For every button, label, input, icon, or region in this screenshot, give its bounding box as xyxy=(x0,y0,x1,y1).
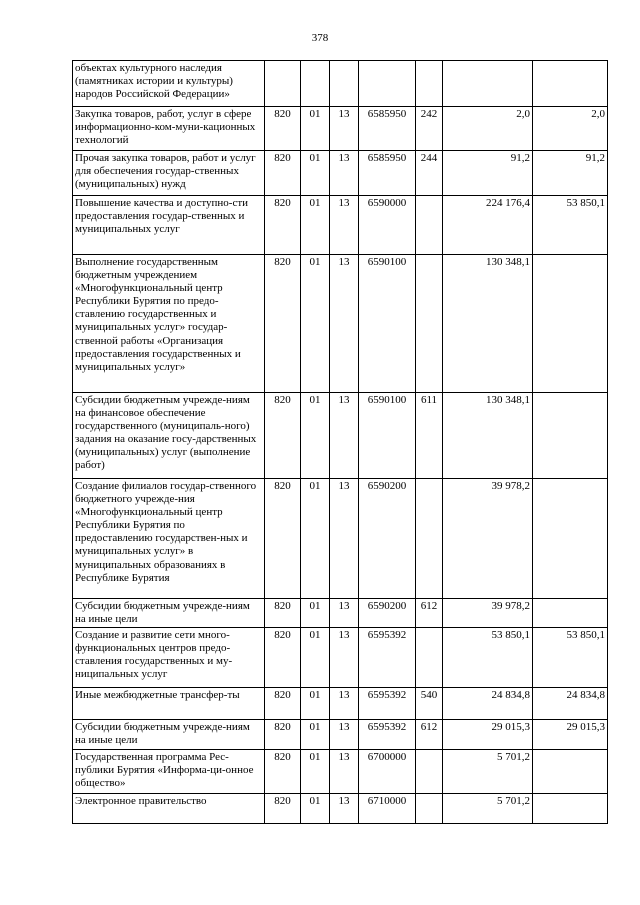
subsection-code-cell: 13 xyxy=(330,599,359,628)
amount-cell: 224 176,4 xyxy=(443,196,533,255)
section-code-cell: 01 xyxy=(301,479,330,599)
table-row xyxy=(73,255,608,393)
subsection-code-cell: 13 xyxy=(330,151,359,196)
expense-type-code-cell: 242 xyxy=(416,107,443,151)
table-row xyxy=(73,628,608,688)
subsection-code-cell: 13 xyxy=(330,794,359,824)
subsection-code-cell: 13 xyxy=(330,688,359,720)
amount-federal-cell: 2,0 xyxy=(533,107,608,151)
department-code-cell: 820 xyxy=(265,794,301,824)
target-article-code-cell: 6590100 xyxy=(359,393,416,479)
amount-federal-cell xyxy=(533,255,608,393)
table-row xyxy=(73,750,608,794)
amount-federal-cell xyxy=(533,599,608,628)
target-article-code-cell: 6595392 xyxy=(359,628,416,688)
amount-cell: 130 348,1 xyxy=(443,393,533,479)
target-article-code-cell: 6590200 xyxy=(359,479,416,599)
target-article-code-cell: 6585950 xyxy=(359,107,416,151)
table-row xyxy=(73,720,608,750)
amount-cell: 39 978,2 xyxy=(443,479,533,599)
target-article-code-cell: 6700000 xyxy=(359,750,416,794)
table-row xyxy=(73,599,608,628)
subsection-code-cell: 13 xyxy=(330,720,359,750)
section-code-cell: 01 xyxy=(301,720,330,750)
target-article-code-cell: 6585950 xyxy=(359,151,416,196)
target-article-code-cell: 6590000 xyxy=(359,196,416,255)
amount-cell: 2,0 xyxy=(443,107,533,151)
expense-type-code-cell xyxy=(416,196,443,255)
department-code-cell: 820 xyxy=(265,628,301,688)
target-article-code-cell: 6595392 xyxy=(359,688,416,720)
table-body xyxy=(73,61,608,824)
section-code-cell: 01 xyxy=(301,599,330,628)
department-code-cell: 820 xyxy=(265,255,301,393)
target-article-code-cell: 6595392 xyxy=(359,720,416,750)
target-article-code-cell: 6710000 xyxy=(359,794,416,824)
department-code-cell: 820 xyxy=(265,151,301,196)
section-code-cell: 01 xyxy=(301,750,330,794)
section-code-cell: 01 xyxy=(301,794,330,824)
subsection-code-cell xyxy=(330,61,359,107)
table-row xyxy=(73,107,608,151)
subsection-code-cell: 13 xyxy=(330,479,359,599)
subsection-code-cell: 13 xyxy=(330,750,359,794)
item-name-cell: Субсидии бюджетным учрежде-ниям на иные цели xyxy=(73,720,265,750)
department-code-cell: 820 xyxy=(265,720,301,750)
amount-federal-cell: 53 850,1 xyxy=(533,628,608,688)
expense-type-code-cell: 612 xyxy=(416,720,443,750)
subsection-code-cell: 13 xyxy=(330,107,359,151)
amount-federal-cell xyxy=(533,750,608,794)
subsection-code-cell: 13 xyxy=(330,628,359,688)
section-code-cell: 01 xyxy=(301,255,330,393)
expense-type-code-cell xyxy=(416,628,443,688)
subsection-code-cell: 13 xyxy=(330,255,359,393)
target-article-code-cell: 6590200 xyxy=(359,599,416,628)
expense-type-code-cell xyxy=(416,255,443,393)
department-code-cell: 820 xyxy=(265,599,301,628)
amount-cell: 39 978,2 xyxy=(443,599,533,628)
subsection-code-cell: 13 xyxy=(330,196,359,255)
department-code-cell: 820 xyxy=(265,750,301,794)
item-name-cell: Закупка товаров, работ, услуг в сфере информационно-ком-муни-кационных технологий xyxy=(73,107,265,151)
section-code-cell: 01 xyxy=(301,628,330,688)
department-code-cell: 820 xyxy=(265,196,301,255)
table-row xyxy=(73,479,608,599)
item-name-cell: Электронное правительство xyxy=(73,794,265,824)
page-number: 378 xyxy=(311,32,329,44)
expense-type-code-cell: 244 xyxy=(416,151,443,196)
expense-type-code-cell xyxy=(416,61,443,107)
section-code-cell: 01 xyxy=(301,151,330,196)
section-code-cell: 01 xyxy=(301,107,330,151)
table-row xyxy=(73,61,608,107)
target-article-code-cell xyxy=(359,61,416,107)
amount-federal-cell xyxy=(533,794,608,824)
amount-cell: 91,2 xyxy=(443,151,533,196)
table-row xyxy=(73,196,608,255)
item-name-cell: Создание и развитие сети много-функциональных центров предо-ставления государственных и му-ниципальных услуг xyxy=(73,628,265,688)
amount-cell: 53 850,1 xyxy=(443,628,533,688)
item-name-cell: Повышение качества и доступно-сти предоставления государ-ственных и муниципальных услуг xyxy=(73,196,265,255)
item-name-cell: Субсидии бюджетным учрежде-ниям на иные цели xyxy=(73,599,265,628)
item-name-cell: Иные межбюджетные трансфер-ты xyxy=(73,688,265,720)
target-article-code-cell: 6590100 xyxy=(359,255,416,393)
item-name-cell: объектах культурного наследия (памятниках истории и культуры) народов Российской Федерации» xyxy=(73,61,265,107)
section-code-cell xyxy=(301,61,330,107)
amount-cell: 5 701,2 xyxy=(443,794,533,824)
amount-federal-cell xyxy=(533,479,608,599)
expense-type-code-cell xyxy=(416,479,443,599)
section-code-cell: 01 xyxy=(301,196,330,255)
amount-federal-cell: 29 015,3 xyxy=(533,720,608,750)
department-code-cell: 820 xyxy=(265,688,301,720)
item-name-cell: Субсидии бюджетным учрежде-ниям на финансовое обеспечение государственного (муниципаль-ного) задания на оказание госу-дарственных (муниципальных) услуг (выполнение работ) xyxy=(73,393,265,479)
table-row xyxy=(73,151,608,196)
amount-federal-cell: 53 850,1 xyxy=(533,196,608,255)
amount-cell: 5 701,2 xyxy=(443,750,533,794)
item-name-cell: Государственная программа Рес-публики Бурятия «Информа-ци-онное общество» xyxy=(73,750,265,794)
table-row xyxy=(73,688,608,720)
item-name-cell: Выполнение государственным бюджетным учреждением «Многофункциональный центр Республики Бурятия по предо-ставлению государственных и муниципальных услуг» государ-ственной работы «Организация предоставления государственных и муниципальных услуг» xyxy=(73,255,265,393)
amount-federal-cell xyxy=(533,393,608,479)
amount-federal-cell: 91,2 xyxy=(533,151,608,196)
amount-federal-cell xyxy=(533,61,608,107)
expense-type-code-cell: 611 xyxy=(416,393,443,479)
amount-cell xyxy=(443,61,533,107)
item-name-cell: Создание филиалов государ-ственного бюджетного учрежде-ния «Многофункциональный центр Республики Бурятия по предоставлению государствен-ных и муниципальных услуг» в муниципальных образованиях в Республике Бурятия xyxy=(73,479,265,599)
amount-federal-cell: 24 834,8 xyxy=(533,688,608,720)
expense-type-code-cell xyxy=(416,750,443,794)
amount-cell: 29 015,3 xyxy=(443,720,533,750)
budget-table xyxy=(72,60,608,824)
table-row xyxy=(73,393,608,479)
section-code-cell: 01 xyxy=(301,393,330,479)
department-code-cell xyxy=(265,61,301,107)
department-code-cell: 820 xyxy=(265,393,301,479)
expense-type-code-cell: 540 xyxy=(416,688,443,720)
amount-cell: 24 834,8 xyxy=(443,688,533,720)
section-code-cell: 01 xyxy=(301,688,330,720)
department-code-cell: 820 xyxy=(265,107,301,151)
department-code-cell: 820 xyxy=(265,479,301,599)
amount-cell: 130 348,1 xyxy=(443,255,533,393)
table-row xyxy=(73,794,608,824)
item-name-cell: Прочая закупка товаров, работ и услуг для обеспечения государ-ственных (муниципальных) нужд xyxy=(73,151,265,196)
expense-type-code-cell xyxy=(416,794,443,824)
expense-type-code-cell: 612 xyxy=(416,599,443,628)
subsection-code-cell: 13 xyxy=(330,393,359,479)
